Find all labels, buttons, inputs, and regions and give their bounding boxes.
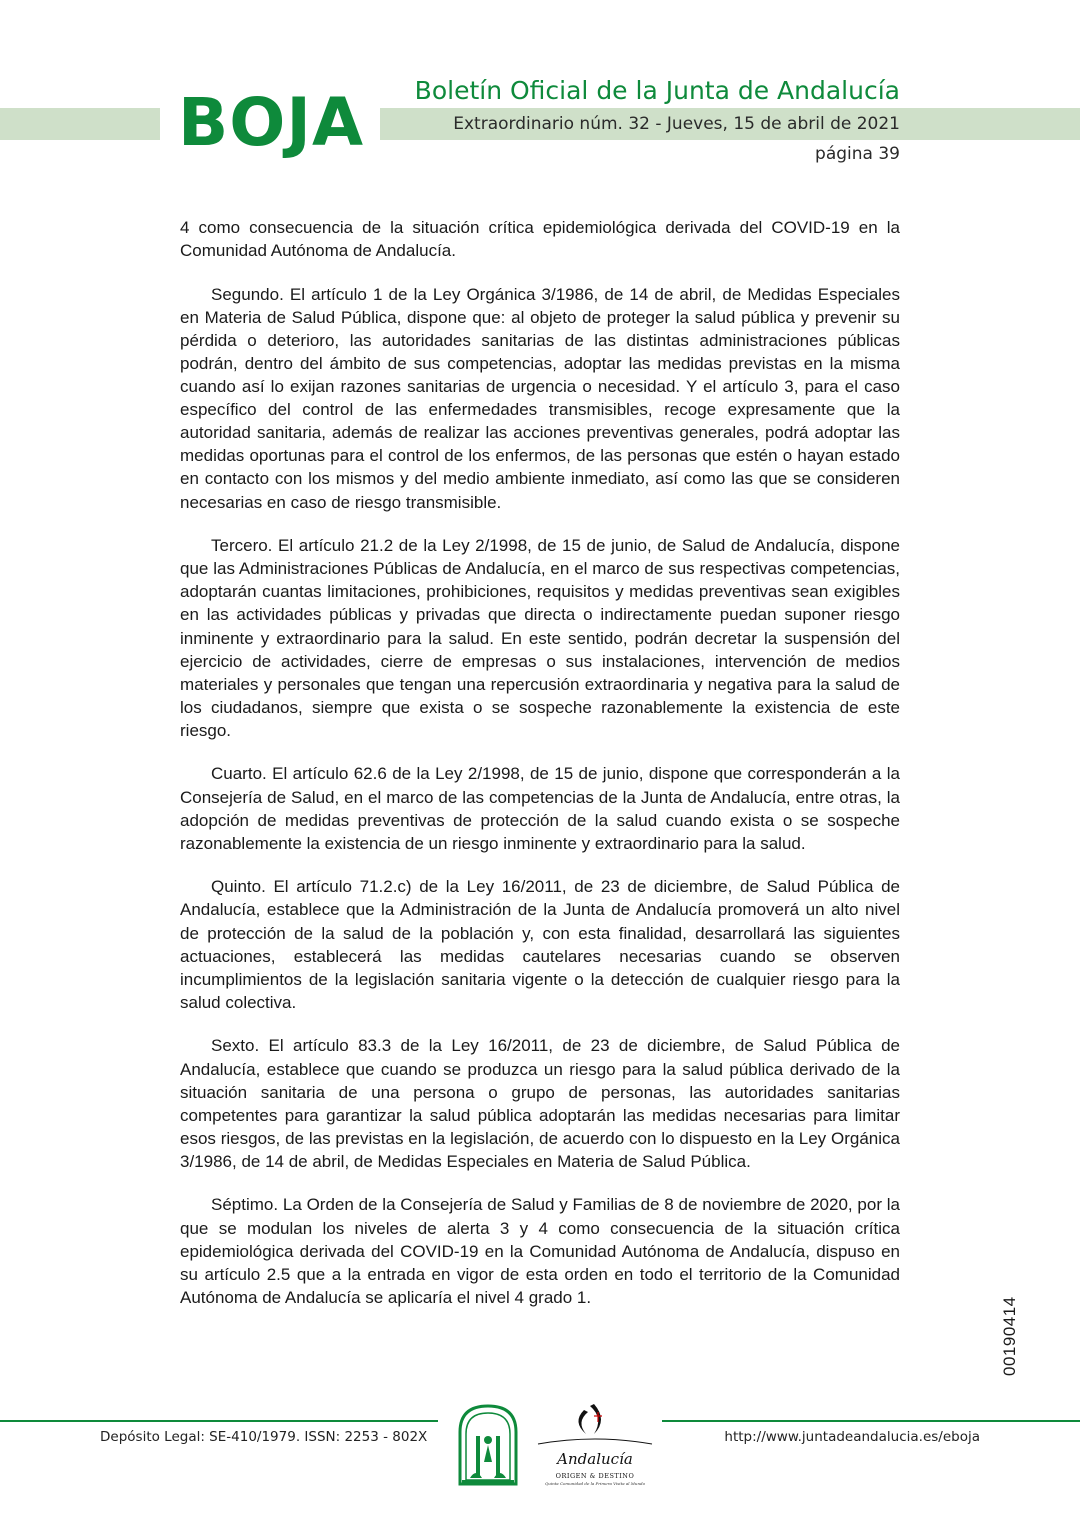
andalucia-wordmark: Andalucía: [557, 1450, 633, 1468]
paragraph-segundo: Segundo. El artículo 1 de la Ley Orgánica 3/1986, de 14 de abril, de Medidas Especiales en Materia de Salud Pública, dispone que: al objeto de proteger la salud pública y prevenir su pérdida o deterioro, las autoridades sanitarias de las distintas administraciones públicas podrán, dentro del ámbito de sus competencias, adoptar las medidas previstas en la misma cuando así lo exijan razones sanitarias de urgencia o necesidad. Y el artículo 3, para el caso específico del control de las enfermedades transmisibles, recoge expresamente que la autoridad sanitaria, además de realizar las acciones preventivas generales, podrá adoptar las medidas oportunas para el control de los enfermos, de las personas que estén o hayan estado en contacto con los mismos y del medio ambiente inmediato, así como las que se consideren necesarias en caso de riesgo transmisible.: [180, 284, 900, 512]
andalucia-emblem-icon: [536, 1400, 654, 1450]
paragraph-cuarto: Cuarto. El artículo 62.6 de la Ley 2/1998, de 15 de junio, dispone que corresponderán a la Consejería de Salud, en el marco de las competencias de la Junta de Andalucía, entre otras, la adopción de medidas preventivas de protección de la salud cuando exista o se sospeche razonablemente la existencia de un riesgo inminente y extraordinario para la salud.: [180, 764, 900, 853]
junta-shield-icon: [456, 1402, 520, 1486]
publication-title: Boletín Oficial de la Junta de Andalucía: [414, 76, 900, 105]
paragraph-tercero: Tercero. El artículo 21.2 de la Ley 2/1998, de 15 de junio, de Salud de Andalucía, dispone que las Administraciones Públicas de Andalucía, en el marco de sus respectivas competencias, adoptarán cuantas limitaciones, prohibiciones, requisitos y medidas preventivas sean exigibles en las actividades públicas y privadas que directa o indirectamente puedan suponer riesgo inminente y extraordinario para la salud. En este sentido, podrán decretar la suspensión del ejercicio de actividades, cierre de empresas o sus instalaciones, intervención de medios materiales y personales que tengan una repercusión extraordinaria y negativa para la salud de los ciudadanos, siempre que exista o se sospeche razonablemente la existencia de este riesgo.: [180, 536, 900, 740]
andalucia-slogan: ORIGEN & DESTINO: [555, 1472, 635, 1480]
andalucia-subtext: Quinta Comunidad de la Primera Visita al Mundo: [544, 1481, 646, 1486]
document-body: [180, 216, 900, 1329]
footer-rule-left: [0, 1420, 438, 1422]
page-number: página 39: [815, 144, 900, 164]
footer-url[interactable]: http://www.juntadeandalucia.es/eboja: [724, 1429, 980, 1445]
paragraph-sexto: Sexto. El artículo 83.3 de la Ley 16/2011, de 23 de diciembre, de Salud Pública de Andalucía, establece que cuando se produzca un riesgo para la salud pública derivado de la situación sanitaria de una persona o grupo de personas, las autoridades sanitarias competentes para garantizar la salud pública adoptarán las medidas necesarias para limitar esos riesgos, de las previstas en la legislación, de acuerdo con lo dispuesto en la Ley Orgánica 3/1986, de 14 de abril, de Medidas Especiales en Materia de Salud Pública.: [180, 1036, 900, 1171]
paragraph-quinto: Quinto. El artículo 71.2.c) de la Ley 16/2011, de 23 de diciembre, de Salud Pública de Andalucía, establece que la Administración de la Junta de Andalucía promoverá un alto nivel de protección de la salud de la población y, con esta finalidad, desarrollará las siguientes actuaciones, establecerá las medidas cautelares necesarias cuando se observen incumplimientos de la legislación sanitaria vigente o la detección de cualquier riesgo para la salud colectiva.: [180, 877, 900, 1012]
document-code: 00190414: [1000, 1296, 1019, 1376]
issue-info: Extraordinario núm. 32 - Jueves, 15 de abril de 2021: [453, 114, 900, 134]
footer-rule-right: [662, 1420, 1080, 1422]
boja-logo: BOJA: [178, 84, 365, 161]
paragraph-septimo: Séptimo. La Orden de la Consejería de Salud y Familias de 8 de noviembre de 2020, por la que se modulan los niveles de alerta 3 y 4 como consecuencia de la situación crítica epidemiológica derivada del COVID-19 en la Comunidad Autónoma de Andalucía, dispuso en su artículo 2.5 que a la entrada en vigor de esta orden en todo el territorio de la Comunidad Autónoma de Andalucía se aplicaría el nivel 4 grado 1.: [180, 1195, 900, 1307]
paragraph: 4 como consecuencia de la situación crítica epidemiológica derivada del COVID-19 en la Comunidad Autónoma de Andalucía.: [180, 218, 900, 261]
legal-deposit: Depósito Legal: SE-410/1979. ISSN: 2253 - 802X: [100, 1429, 428, 1445]
